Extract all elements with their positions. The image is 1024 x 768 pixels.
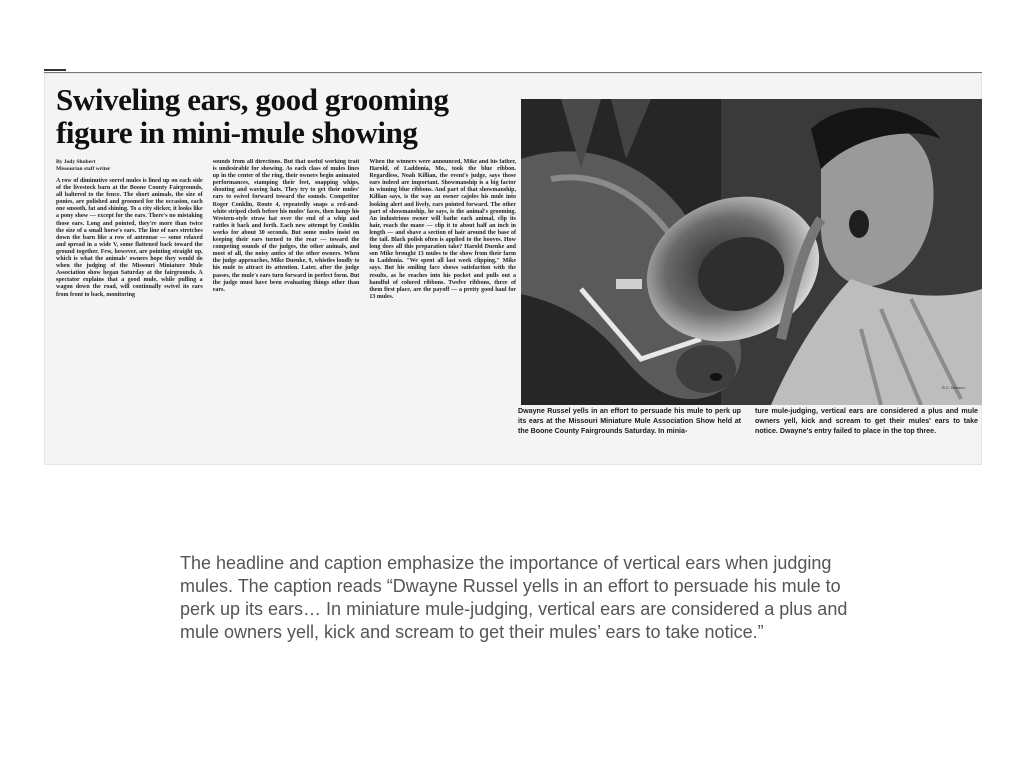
article-text: A row of diminutive sorrel mules is lined up on each side of the livestock barn at the Boone County Fairgrounds, all haltered to the fence. The short animals, the size of ponies, are polished and groomed for the occasion, each one smooth, fat and shining. To a city slicker, it looks like a pony show — except for the ears. There's no mistaking those ears. Long and pointed, they're more than twice the size of a small horse's ears. The line of ears stretches down the barn like a row of antennae — some relaxed and spread in a wide V, some flattened back toward the ground together. Few, however, are pointing straight up, which is what the animals' owners hope they would do when the judging of the Missouri Miniature Mule Association show began Saturday at the fairgrounds. A spectator explains that a good mule, while pulling a wagon down the road, will continually swivel its ears from front to back, monitoring <box>56 178 203 298</box>
article-column-1 <box>56 159 203 455</box>
newspaper-clipping <box>44 72 982 465</box>
caption-right: ture mule-judging, vertical ears are considered a plus and mule owners yell, kick and scream to get their mules' ears to take notice. Dwayne's entry failed to place in the top three. <box>755 407 978 435</box>
photo-illustration <box>521 99 982 405</box>
mule-photo <box>521 99 982 405</box>
byline: By Jody Shubert Missourian staff writer <box>56 159 111 172</box>
divider <box>44 69 66 71</box>
article-body <box>56 159 516 455</box>
article-text: sounds from all directions. But that useful working trait is undesirable for showing. As each class of mules lines up in the center of the ring, their owners begin animated performances, stamping their feet, snapping whips, shouting and waving hats. They try to get their mules' ears to swivel forward toward the sounds. Competitor Roger Conklin, Route 4, repeatedly snaps a red-and-white striped cloth before his mules' faces, then hangs his Western-style straw hat over the end of a whip and rattles it back and forth. Each new attempt by Conklin works for about 30 seconds. But some mules insist on keeping their ears turned to the rear — toward the competing sounds of the judges, the other animals, and most of all, the noisy antics of the other owners. When the judge approaches, Mike Duenke, 9, whistles loudly to his mule to attract its attention. Later, after the judge passes, the mule's ears turn forward in perfect form. But the judge must have been evaluating things other than ears. <box>212 159 360 293</box>
article-text: When the winners were announced, Mike and his father, Harold, of Laddonia, Mo., took the blue ribbon. Regardless, Noah Killian, the event's judge, says those ears indeed are important. Showmanship is a big factor in winning blue ribbons. And part of that showmanship, Killian says, is the way an owner cajoles his mule into looking alert and lively, ears pointed forward. The other part of showmanship, he says, is the animal's grooming. An industrious owner will bathe each animal, clip its hair, roach the mane — clip it to about half an inch in length — and shave a section of hair around the base of the tail. Black polish often is applied to the hooves. How long does all this preparation take? Harold Duenke and son Mike brought 13 mules to the show from their farm in Laddonia. "We spent all last week clipping," Mike says. But his smiling face shows satisfaction with the results, as he reaches into his pocket and pulls out a handful of colored ribbons. Twelve ribbons, three of them first place, are the payoff — a pretty good haul for 13 mules. <box>369 159 517 300</box>
caption-left: Dwayne Russel yells in an effort to persuade his mule to perk up its ears at the Missouri Miniature Mule Association Show held at the Boone County Fairgrounds Saturday. In minia- <box>518 407 741 435</box>
headline: Swiveling ears, good grooming figure in mini-mule showing <box>56 82 449 150</box>
slide-note: The headline and caption emphasize the importance of vertical ears when judging mules. The caption reads “Dwayne Russel yells in an effort to persuade his mule to perk up its ears… In miniature mule-judging, vertical ears are considered a plus and mule owners yell, kick and scream to get their mules’ ears to take notice.” <box>180 553 848 642</box>
article-column-3 <box>369 159 516 455</box>
article-column-2 <box>213 159 360 455</box>
photo-caption <box>518 407 978 436</box>
photo-credit: R.C. Benson <box>942 385 965 390</box>
